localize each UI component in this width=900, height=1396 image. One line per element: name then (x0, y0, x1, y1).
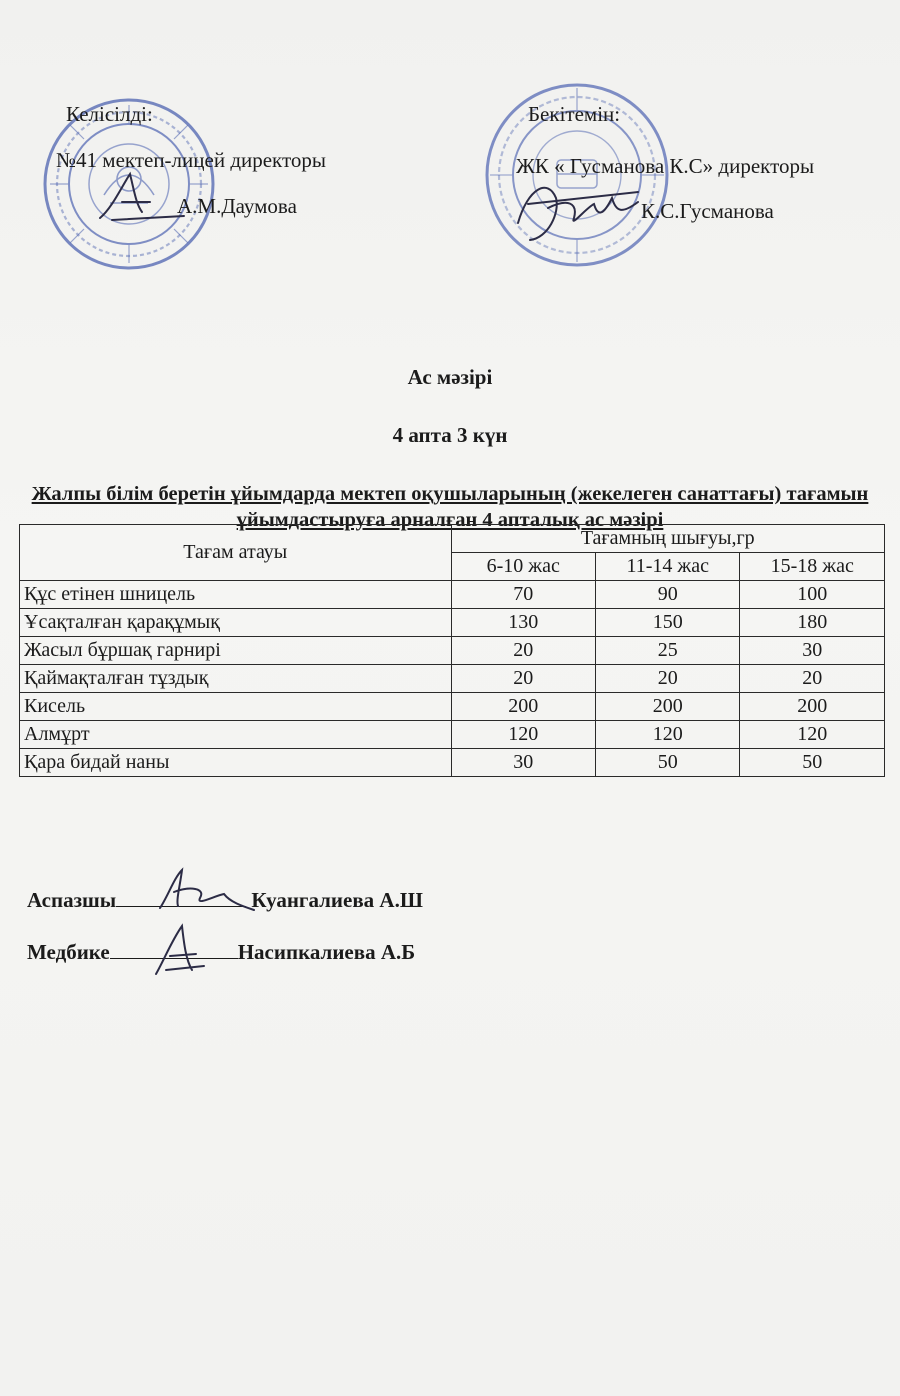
agreed-label: Келісілді: (66, 102, 153, 126)
portion-value: 130 (451, 609, 595, 637)
dish-name-header: Тағам атауы (20, 525, 452, 581)
table-row (20, 637, 885, 665)
portion-value: 30 (740, 637, 885, 665)
menu-table (19, 524, 885, 777)
portion-value: 120 (740, 721, 885, 749)
table-row (20, 721, 885, 749)
cook-role: Аспазшы (27, 888, 117, 912)
dish-name: Қара бидай наны (20, 749, 452, 777)
portion-value: 100 (740, 581, 885, 609)
portion-value: 90 (596, 581, 740, 609)
right-director-position: ЖК « Гусманова К.С» директоры (516, 154, 815, 178)
nurse-signature-line (27, 940, 415, 965)
dish-name: Құс етінен шницель (20, 581, 452, 609)
portion-value: 25 (596, 637, 740, 665)
page-title: Ас мәзірі (407, 365, 493, 389)
portion-value: 50 (740, 749, 885, 777)
cook-name: Куангалиева А.Ш (251, 888, 423, 912)
left-director-name: А.М.Даумова (177, 194, 297, 218)
portion-value: 20 (451, 665, 595, 693)
director-signature-right (508, 168, 648, 248)
nurse-signature (148, 920, 218, 980)
menu-description: Жалпы білім беретін ұйымдарда мектеп оқушыларының (жекелеген санаттағы) тағамын ұйымдастыруға арналған 4 апталық ас мәзірі (31, 483, 869, 531)
portion-value: 50 (596, 749, 740, 777)
dish-name: Қаймақталған тұздық (20, 665, 452, 693)
portion-value: 120 (451, 721, 595, 749)
portion-value: 30 (451, 749, 595, 777)
portion-value: 180 (740, 609, 885, 637)
portion-value: 200 (740, 693, 885, 721)
portion-value: 20 (596, 665, 740, 693)
table-row (20, 665, 885, 693)
portion-value: 20 (740, 665, 885, 693)
portion-value: 200 (451, 693, 595, 721)
table-row (20, 609, 885, 637)
age-group-header: 15-18 жас (740, 553, 885, 581)
table-row (20, 749, 885, 777)
portion-value: 150 (596, 609, 740, 637)
table-row (20, 693, 885, 721)
week-day-label: 4 апта 3 күн (392, 423, 508, 447)
portion-value: 20 (451, 637, 595, 665)
age-group-header: 6-10 жас (451, 553, 595, 581)
dish-name: Кисель (20, 693, 452, 721)
portion-value: 200 (596, 693, 740, 721)
portion-value: 70 (451, 581, 595, 609)
dish-name: Жасыл бұршақ гарнирі (20, 637, 452, 665)
left-director-position: №41 мектеп-лицей директоры (56, 148, 326, 172)
dish-name: Ұсақталған қарақұмық (20, 609, 452, 637)
cook-signature (150, 866, 260, 916)
portion-value: 120 (596, 721, 740, 749)
table-row (20, 581, 885, 609)
approved-label: Бекітемін: (528, 102, 621, 126)
dish-name: Алмұрт (20, 721, 452, 749)
right-director-name: К.С.Гусманова (641, 199, 774, 223)
table-header-row (20, 525, 885, 553)
output-header: Тағамның шығуы,гр (451, 525, 884, 553)
nurse-name: Насипкалиева А.Б (237, 940, 416, 964)
nurse-role: Медбике (27, 940, 110, 964)
age-group-header: 11-14 жас (596, 553, 740, 581)
